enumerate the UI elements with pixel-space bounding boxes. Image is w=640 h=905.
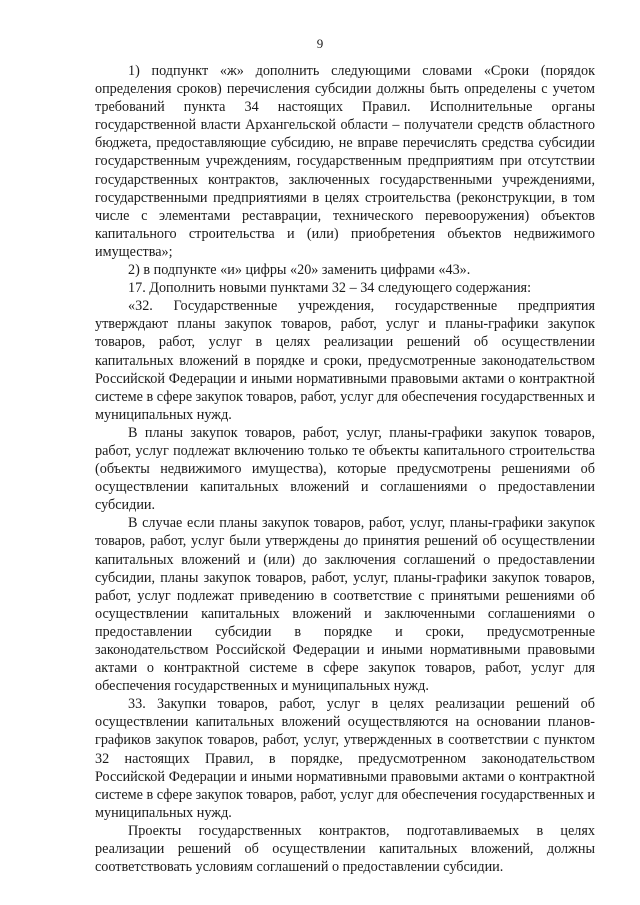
document-body: [95, 62, 595, 876]
paragraph-subpoint-zh: 1) подпункт «ж» дополнить следующими словами «Сроки (порядок определения сроков) перечисления субсидии должны быть определены с учетом требований пункта 34 настоящих Правил. Исполнительные органы государственной власти Архангельской области – получатели средств областного бюджета, предоставляющие субсидию, не вправе перечислять средства субсидии государственным учреждениям, государственным предприятиям при отсутствии государственных контрактов, заключенных государственными учреждениями, государственными предприятиями в целях строительства (реконструкции, в том числе с элементами реставрации, технического перевооружения) объектов капитального строительства и (или) приобретения объектов недвижимого имущества»;: [95, 63, 595, 260]
paragraph-point-33: 33. Закупки товаров, работ, услуг в целях реализации решений об осуществлении капитальных вложений осуществляются на основании планов-графиков закупок товаров, работ, услуг, утвержденных в соответствии с пунктом 32 настоящих Правил, в порядке, предусмотренном законодательством Российской Федерации и иными нормативными правовыми актами о контрактной системе в сфере закупок товаров, работ, услуг для обеспечения государственных и муниципальных нужд.: [95, 696, 595, 821]
paragraph-subpoint-i: 2) в подпункте «и» цифры «20» заменить цифрами «43».: [128, 262, 471, 279]
paragraph-plans-adjustment: В случае если планы закупок товаров, работ, услуг, планы-графики закупок товаров, работ, услуг были утверждены до принятия решений об осуществлении капитальных вложений и (или) до заключения соглашений о предоставлении субсидии, планы закупок товаров, работ, услуг, планы-графики закупок товаров, работ, услуг подлежат приведению в соответствие с принятыми решениями об осуществлении капитальных вложений и заключенными соглашениями о предоставлении субсидии в порядке и сроки, предусмотренные законодательством Российской Федерации и иными нормативными правовыми актами о контрактной системе в сфере закупок товаров, работ, услуг для обеспечения государственных и муниципальных нужд.: [95, 515, 595, 695]
paragraph-point-17: 17. Дополнить новыми пунктами 32 – 34 следующего содержания:: [128, 280, 532, 297]
paragraph-point-32: «32. Государственные учреждения, государственные предприятия утверждают планы закупок товаров, работ, услуг и планы-графики закупок товаров, работ, услуг в целях реализации решений об осуществлении капитальных вложений в порядке и сроки, предусмотренные законодательством Российской Федерации и иными нормативными правовыми актами о контрактной системе в сфере закупок товаров, работ, услуг для обеспечения государственных и муниципальных нужд.: [95, 298, 595, 423]
paragraph-plans-inclusion: В планы закупок товаров, работ, услуг, планы-графики закупок товаров, работ, услуг подлежат включению только те объекты капитального строительства (объекты недвижимого имущества), которые предусмотрены решениями об осуществлении капитальных вложений и соглашениями о предоставлении субсидии.: [95, 424, 595, 514]
paragraph-contract-drafts: Проекты государственных контрактов, подготавливаемых в целях реализации решений об осуществлении капитальных вложений, должны соответствовать условиям соглашений о предоставлении субсидии.: [95, 822, 595, 876]
page-number: 9: [316, 36, 324, 51]
